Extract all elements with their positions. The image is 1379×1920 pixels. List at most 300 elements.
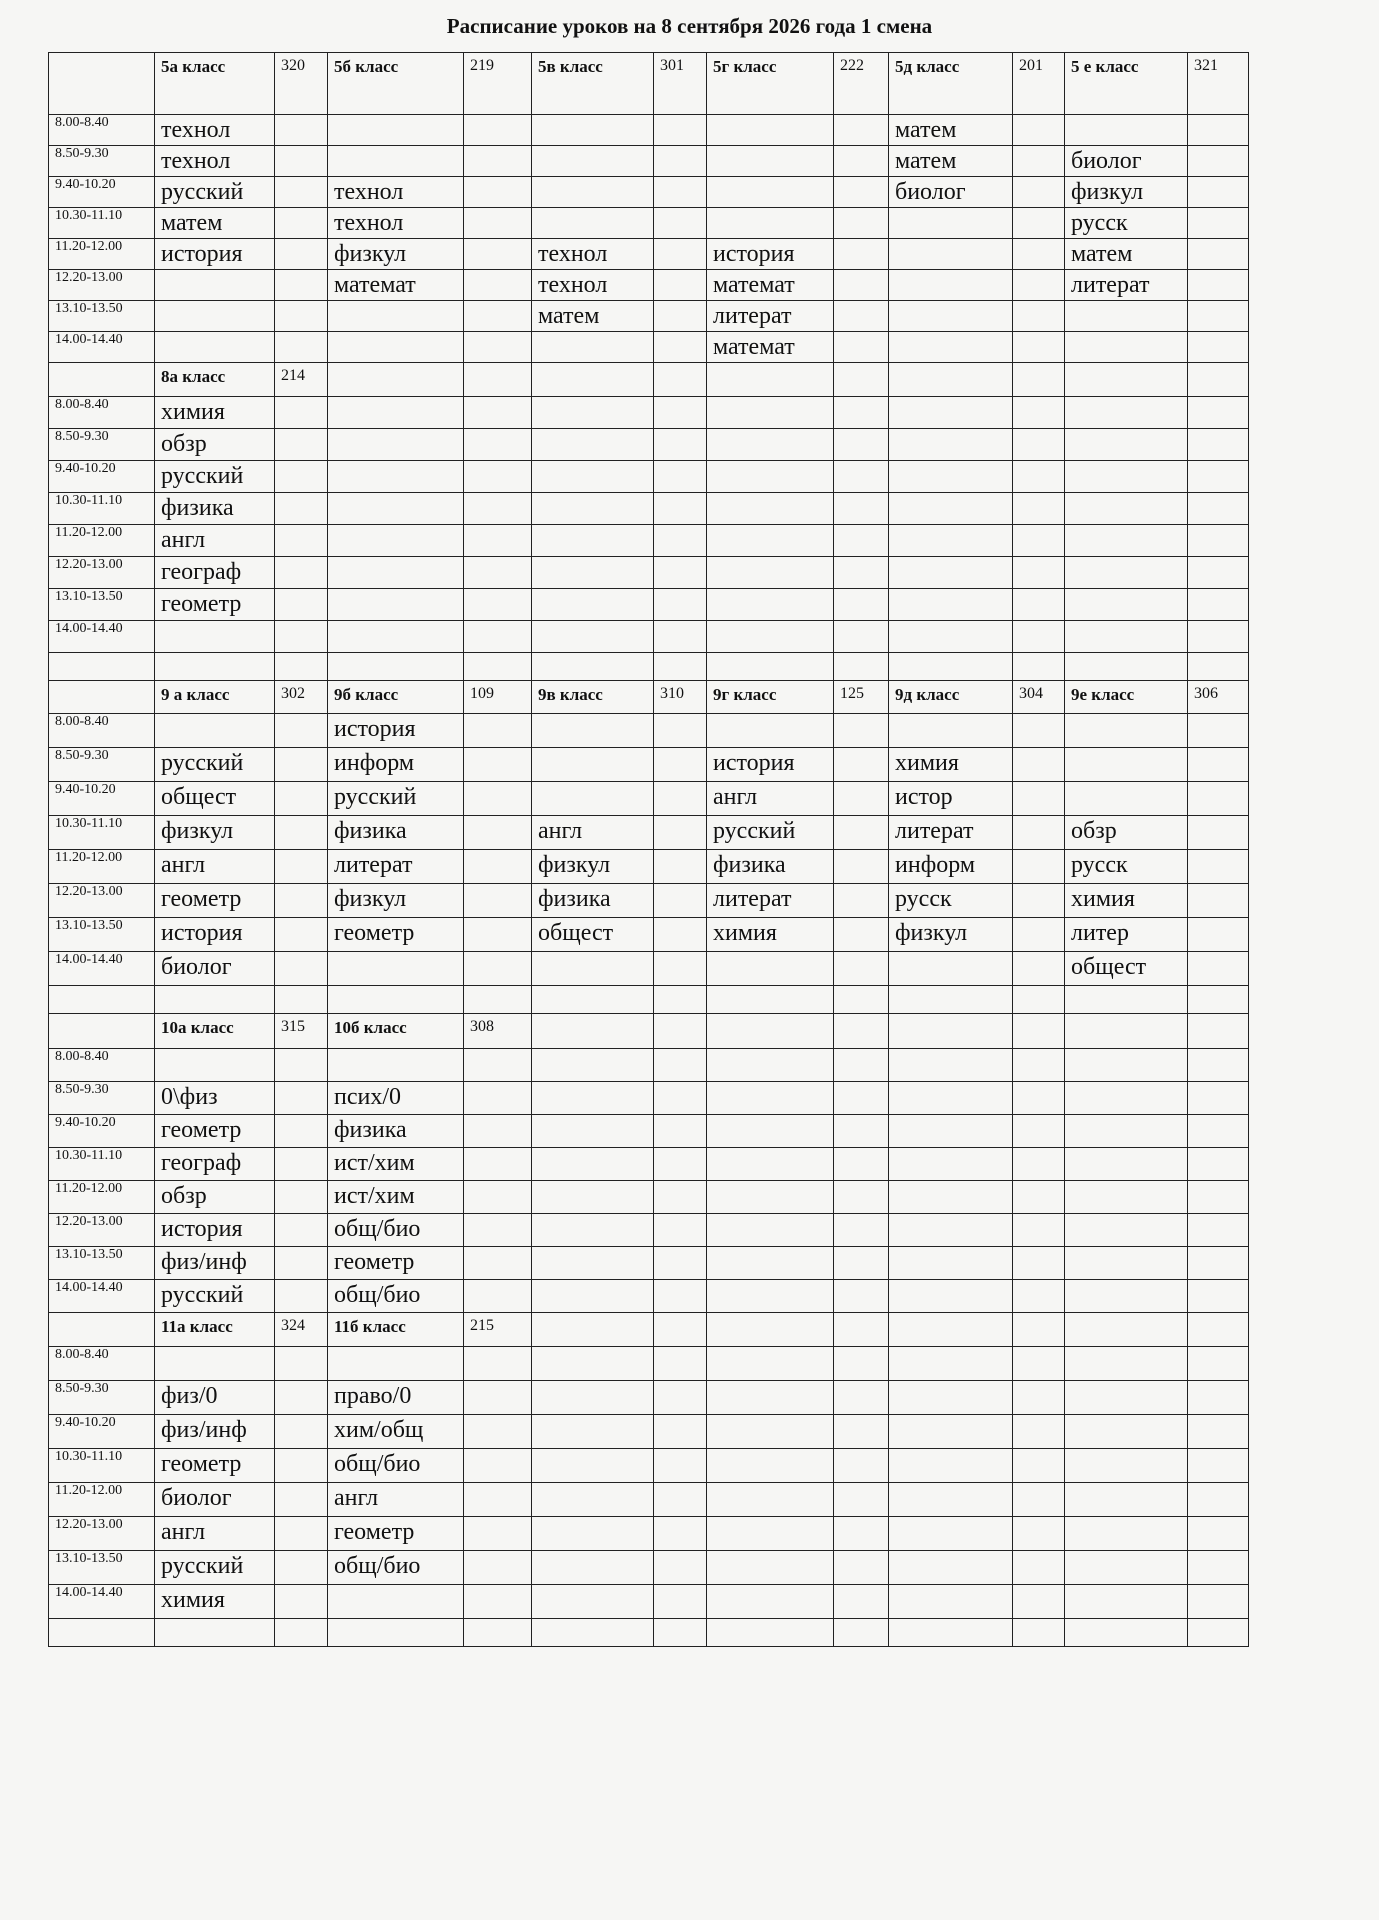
class-name-cell: 5б класс bbox=[328, 53, 464, 115]
subject-cell bbox=[889, 1585, 1013, 1619]
time-cell: 14.00-14.40 bbox=[49, 332, 155, 363]
subject-cell bbox=[889, 1181, 1013, 1214]
subject-cell bbox=[532, 397, 654, 429]
room-cell bbox=[1013, 1115, 1065, 1148]
room-cell bbox=[1188, 816, 1249, 850]
subject-cell bbox=[1065, 1115, 1188, 1148]
time-header-cell bbox=[49, 53, 155, 115]
subject-cell bbox=[889, 589, 1013, 621]
lesson-row bbox=[49, 1517, 1249, 1551]
subject-cell bbox=[532, 1214, 654, 1247]
room-cell bbox=[464, 589, 532, 621]
subject-cell: история bbox=[707, 239, 834, 270]
section-header-row bbox=[49, 681, 1249, 714]
room-cell bbox=[834, 1483, 889, 1517]
time-cell: 14.00-14.40 bbox=[49, 621, 155, 653]
subject-cell bbox=[889, 1280, 1013, 1313]
subject-cell bbox=[155, 301, 275, 332]
room-number-cell: 308 bbox=[464, 1014, 532, 1049]
subject-cell bbox=[889, 525, 1013, 557]
subject-cell bbox=[328, 301, 464, 332]
subject-cell bbox=[1065, 1585, 1188, 1619]
subject-cell bbox=[707, 1148, 834, 1181]
room-cell bbox=[275, 748, 328, 782]
subject-cell: биолог bbox=[155, 1483, 275, 1517]
subject-cell bbox=[155, 1049, 275, 1082]
subject-cell: литерат bbox=[328, 850, 464, 884]
subject-cell bbox=[707, 1347, 834, 1381]
subject-cell bbox=[1065, 782, 1188, 816]
room-cell bbox=[1013, 589, 1065, 621]
subject-cell: ист/хим bbox=[328, 1181, 464, 1214]
subject-cell: физкул bbox=[328, 884, 464, 918]
class-name-cell bbox=[707, 363, 834, 397]
empty-cell bbox=[275, 1619, 328, 1647]
subject-cell: русский bbox=[155, 748, 275, 782]
room-cell bbox=[1013, 239, 1065, 270]
subject-cell bbox=[707, 1280, 834, 1313]
subject-cell bbox=[1065, 461, 1188, 493]
subject-cell bbox=[532, 115, 654, 146]
time-cell: 11.20-12.00 bbox=[49, 525, 155, 557]
subject-cell: общест bbox=[155, 782, 275, 816]
subject-cell bbox=[532, 1247, 654, 1280]
subject-cell bbox=[328, 461, 464, 493]
subject-cell bbox=[1065, 397, 1188, 429]
time-cell: 11.20-12.00 bbox=[49, 850, 155, 884]
time-cell: 14.00-14.40 bbox=[49, 952, 155, 986]
subject-cell: физкул bbox=[1065, 177, 1188, 208]
empty-cell bbox=[532, 1619, 654, 1647]
subject-cell: географ bbox=[155, 1148, 275, 1181]
lesson-row bbox=[49, 1049, 1249, 1082]
room-cell bbox=[654, 239, 707, 270]
subject-cell: литерат bbox=[1065, 270, 1188, 301]
subject-cell bbox=[707, 1585, 834, 1619]
time-cell: 8.50-9.30 bbox=[49, 748, 155, 782]
room-cell bbox=[1188, 270, 1249, 301]
room-cell bbox=[1188, 1181, 1249, 1214]
class-name-cell bbox=[707, 1014, 834, 1049]
section-header-row bbox=[49, 363, 1249, 397]
subject-cell bbox=[1065, 1449, 1188, 1483]
room-cell bbox=[1013, 1214, 1065, 1247]
subject-cell: 0\физ bbox=[155, 1082, 275, 1115]
lesson-row bbox=[49, 714, 1249, 748]
room-cell bbox=[1188, 429, 1249, 461]
subject-cell: химия bbox=[707, 918, 834, 952]
room-cell bbox=[834, 239, 889, 270]
subject-cell bbox=[889, 1483, 1013, 1517]
subject-cell bbox=[532, 1551, 654, 1585]
time-cell: 14.00-14.40 bbox=[49, 1585, 155, 1619]
subject-cell: русский bbox=[707, 816, 834, 850]
subject-cell bbox=[532, 1483, 654, 1517]
class-name-cell: 5д класс bbox=[889, 53, 1013, 115]
subject-cell bbox=[889, 1082, 1013, 1115]
class-name-cell bbox=[532, 1014, 654, 1049]
room-cell bbox=[275, 1247, 328, 1280]
lesson-row bbox=[49, 1148, 1249, 1181]
subject-cell bbox=[889, 239, 1013, 270]
time-cell: 11.20-12.00 bbox=[49, 1181, 155, 1214]
subject-cell: история bbox=[155, 918, 275, 952]
room-number-cell: 222 bbox=[834, 53, 889, 115]
room-cell bbox=[1188, 1517, 1249, 1551]
subject-cell: геометр bbox=[155, 589, 275, 621]
subject-cell bbox=[707, 952, 834, 986]
time-cell: 8.00-8.40 bbox=[49, 1049, 155, 1082]
subject-cell: псих/0 bbox=[328, 1082, 464, 1115]
room-number-cell: 215 bbox=[464, 1313, 532, 1347]
subject-cell bbox=[889, 1517, 1013, 1551]
subject-cell: общ/био bbox=[328, 1214, 464, 1247]
subject-cell: геометр bbox=[155, 1449, 275, 1483]
subject-cell bbox=[889, 429, 1013, 461]
room-cell bbox=[834, 1449, 889, 1483]
lesson-row bbox=[49, 146, 1249, 177]
subject-cell: русский bbox=[155, 177, 275, 208]
room-cell bbox=[1013, 952, 1065, 986]
room-cell bbox=[464, 429, 532, 461]
room-cell bbox=[275, 621, 328, 653]
subject-cell bbox=[707, 621, 834, 653]
subject-cell bbox=[707, 1181, 834, 1214]
room-cell bbox=[654, 461, 707, 493]
subject-cell bbox=[532, 1381, 654, 1415]
room-cell bbox=[1188, 850, 1249, 884]
subject-cell bbox=[532, 748, 654, 782]
room-cell bbox=[464, 918, 532, 952]
room-cell bbox=[275, 952, 328, 986]
empty-cell bbox=[532, 986, 654, 1014]
time-header-cell bbox=[49, 1313, 155, 1347]
empty-cell bbox=[1065, 986, 1188, 1014]
room-cell bbox=[1188, 782, 1249, 816]
subject-cell: история bbox=[328, 714, 464, 748]
room-cell bbox=[834, 918, 889, 952]
room-cell bbox=[1188, 1247, 1249, 1280]
room-number-cell bbox=[1013, 1014, 1065, 1049]
subject-cell bbox=[1065, 1381, 1188, 1415]
room-cell bbox=[834, 270, 889, 301]
subject-cell bbox=[889, 621, 1013, 653]
room-cell bbox=[464, 397, 532, 429]
subject-cell bbox=[532, 1449, 654, 1483]
time-cell: 9.40-10.20 bbox=[49, 782, 155, 816]
room-cell bbox=[834, 1517, 889, 1551]
room-cell bbox=[464, 1049, 532, 1082]
room-number-cell: 201 bbox=[1013, 53, 1065, 115]
time-header-cell bbox=[49, 1014, 155, 1049]
subject-cell bbox=[1065, 525, 1188, 557]
room-cell bbox=[275, 918, 328, 952]
room-cell bbox=[1188, 714, 1249, 748]
room-cell bbox=[1013, 270, 1065, 301]
room-cell bbox=[1013, 816, 1065, 850]
room-cell bbox=[654, 429, 707, 461]
room-cell bbox=[464, 782, 532, 816]
room-cell bbox=[275, 850, 328, 884]
time-cell: 10.30-11.10 bbox=[49, 816, 155, 850]
subject-cell bbox=[707, 397, 834, 429]
section-header-row bbox=[49, 1014, 1249, 1049]
room-cell bbox=[464, 1415, 532, 1449]
subject-cell bbox=[889, 397, 1013, 429]
lesson-row bbox=[49, 429, 1249, 461]
subject-cell: информ bbox=[328, 748, 464, 782]
subject-cell: химия bbox=[155, 397, 275, 429]
subject-cell: физкул bbox=[889, 918, 1013, 952]
subject-cell bbox=[707, 525, 834, 557]
room-cell bbox=[1013, 1415, 1065, 1449]
room-cell bbox=[1013, 332, 1065, 363]
subject-cell: русск bbox=[1065, 208, 1188, 239]
room-cell bbox=[654, 850, 707, 884]
subject-cell bbox=[328, 952, 464, 986]
subject-cell bbox=[328, 493, 464, 525]
room-cell bbox=[654, 397, 707, 429]
lesson-row bbox=[49, 621, 1249, 653]
room-cell bbox=[834, 1585, 889, 1619]
subject-cell bbox=[532, 714, 654, 748]
time-cell: 10.30-11.10 bbox=[49, 208, 155, 239]
room-cell bbox=[654, 621, 707, 653]
subject-cell bbox=[1065, 1082, 1188, 1115]
class-name-cell: 5в класс bbox=[532, 53, 654, 115]
subject-cell bbox=[155, 332, 275, 363]
room-cell bbox=[275, 557, 328, 589]
subject-cell bbox=[1065, 1551, 1188, 1585]
subject-cell: литерат bbox=[707, 884, 834, 918]
room-cell bbox=[654, 589, 707, 621]
room-cell bbox=[654, 1517, 707, 1551]
room-cell bbox=[1188, 1551, 1249, 1585]
subject-cell: матем bbox=[1065, 239, 1188, 270]
room-cell bbox=[275, 1214, 328, 1247]
lesson-row bbox=[49, 918, 1249, 952]
room-cell bbox=[654, 270, 707, 301]
room-cell bbox=[275, 493, 328, 525]
subject-cell: технол bbox=[532, 270, 654, 301]
subject-cell bbox=[155, 270, 275, 301]
empty-cell bbox=[1065, 653, 1188, 681]
time-cell: 14.00-14.40 bbox=[49, 1280, 155, 1313]
room-number-cell: 324 bbox=[275, 1313, 328, 1347]
room-cell bbox=[464, 1551, 532, 1585]
subject-cell: право/0 bbox=[328, 1381, 464, 1415]
time-cell: 12.20-13.00 bbox=[49, 1214, 155, 1247]
subject-cell: информ bbox=[889, 850, 1013, 884]
empty-cell bbox=[328, 986, 464, 1014]
subject-cell: геометр bbox=[155, 1115, 275, 1148]
room-cell bbox=[464, 332, 532, 363]
subject-cell bbox=[1065, 714, 1188, 748]
room-number-cell bbox=[654, 363, 707, 397]
subject-cell: ист/хим bbox=[328, 1148, 464, 1181]
class-name-cell bbox=[889, 363, 1013, 397]
lesson-row bbox=[49, 270, 1249, 301]
subject-cell bbox=[889, 1347, 1013, 1381]
lesson-row bbox=[49, 461, 1249, 493]
lesson-row bbox=[49, 884, 1249, 918]
subject-cell bbox=[707, 1517, 834, 1551]
subject-cell: англ bbox=[155, 850, 275, 884]
room-cell bbox=[834, 115, 889, 146]
room-cell bbox=[654, 301, 707, 332]
room-cell bbox=[1188, 1381, 1249, 1415]
room-cell bbox=[1188, 397, 1249, 429]
room-number-cell: 306 bbox=[1188, 681, 1249, 714]
subject-cell bbox=[889, 714, 1013, 748]
room-cell bbox=[834, 1214, 889, 1247]
room-cell bbox=[654, 525, 707, 557]
subject-cell: физкул bbox=[155, 816, 275, 850]
room-cell bbox=[464, 1181, 532, 1214]
room-cell bbox=[275, 782, 328, 816]
subject-cell bbox=[889, 270, 1013, 301]
room-number-cell bbox=[1188, 1313, 1249, 1347]
subject-cell: англ bbox=[532, 816, 654, 850]
room-cell bbox=[275, 816, 328, 850]
room-cell bbox=[275, 1115, 328, 1148]
subject-cell bbox=[707, 1214, 834, 1247]
room-cell bbox=[1188, 1082, 1249, 1115]
class-name-cell: 8а класс bbox=[155, 363, 275, 397]
subject-cell bbox=[889, 1148, 1013, 1181]
subject-cell: геометр bbox=[328, 918, 464, 952]
subject-cell bbox=[532, 1517, 654, 1551]
subject-cell bbox=[707, 429, 834, 461]
subject-cell: физ/инф bbox=[155, 1247, 275, 1280]
room-cell bbox=[1188, 1449, 1249, 1483]
subject-cell bbox=[532, 1415, 654, 1449]
lesson-row bbox=[49, 239, 1249, 270]
room-cell bbox=[834, 1551, 889, 1585]
room-cell bbox=[1188, 461, 1249, 493]
room-cell bbox=[654, 332, 707, 363]
lesson-row bbox=[49, 748, 1249, 782]
room-cell bbox=[834, 429, 889, 461]
room-cell bbox=[1013, 1449, 1065, 1483]
page-title: Расписание уроков на 8 сентября 2026 года 1 смена bbox=[446, 14, 933, 38]
room-cell bbox=[1188, 301, 1249, 332]
room-cell bbox=[654, 1381, 707, 1415]
room-cell bbox=[1013, 1247, 1065, 1280]
subject-cell bbox=[707, 1115, 834, 1148]
room-number-cell bbox=[834, 1014, 889, 1049]
time-cell: 12.20-13.00 bbox=[49, 1517, 155, 1551]
room-number-cell: 219 bbox=[464, 53, 532, 115]
room-cell bbox=[464, 1483, 532, 1517]
room-cell bbox=[464, 850, 532, 884]
subject-cell bbox=[1065, 589, 1188, 621]
class-name-cell: 5г класс bbox=[707, 53, 834, 115]
subject-cell bbox=[889, 461, 1013, 493]
room-cell bbox=[1013, 301, 1065, 332]
room-cell bbox=[654, 1280, 707, 1313]
room-cell bbox=[834, 748, 889, 782]
room-cell bbox=[834, 1347, 889, 1381]
room-cell bbox=[654, 1082, 707, 1115]
room-cell bbox=[1013, 1517, 1065, 1551]
empty-cell bbox=[707, 986, 834, 1014]
subject-cell: русский bbox=[155, 1280, 275, 1313]
subject-cell bbox=[532, 1181, 654, 1214]
room-cell bbox=[1013, 1181, 1065, 1214]
subject-cell: геометр bbox=[155, 884, 275, 918]
subject-cell bbox=[532, 1585, 654, 1619]
section-header-row bbox=[49, 53, 1249, 115]
subject-cell: русск bbox=[1065, 850, 1188, 884]
subject-cell: история bbox=[155, 239, 275, 270]
room-cell bbox=[1188, 239, 1249, 270]
lesson-row bbox=[49, 557, 1249, 589]
subject-cell bbox=[328, 589, 464, 621]
class-name-cell bbox=[889, 1014, 1013, 1049]
room-cell bbox=[1013, 1082, 1065, 1115]
room-cell bbox=[275, 1585, 328, 1619]
empty-cell bbox=[532, 653, 654, 681]
subject-cell bbox=[1065, 1148, 1188, 1181]
room-cell bbox=[1188, 493, 1249, 525]
room-cell bbox=[464, 1082, 532, 1115]
room-cell bbox=[1013, 1049, 1065, 1082]
subject-cell bbox=[328, 429, 464, 461]
lesson-row bbox=[49, 1483, 1249, 1517]
room-cell bbox=[654, 1483, 707, 1517]
subject-cell: англ bbox=[707, 782, 834, 816]
time-cell: 8.50-9.30 bbox=[49, 1381, 155, 1415]
lesson-row bbox=[49, 208, 1249, 239]
room-cell bbox=[1013, 884, 1065, 918]
room-cell bbox=[275, 397, 328, 429]
subject-cell bbox=[707, 1483, 834, 1517]
room-cell bbox=[654, 918, 707, 952]
subject-cell bbox=[328, 1049, 464, 1082]
room-cell bbox=[834, 1415, 889, 1449]
room-cell bbox=[1188, 1049, 1249, 1082]
subject-cell bbox=[889, 1115, 1013, 1148]
subject-cell bbox=[328, 1347, 464, 1381]
subject-cell bbox=[328, 146, 464, 177]
subject-cell bbox=[328, 557, 464, 589]
room-cell bbox=[1188, 1483, 1249, 1517]
room-cell bbox=[834, 332, 889, 363]
room-cell bbox=[1013, 557, 1065, 589]
subject-cell bbox=[889, 557, 1013, 589]
room-number-cell: 321 bbox=[1188, 53, 1249, 115]
room-cell bbox=[1188, 1214, 1249, 1247]
room-cell bbox=[654, 115, 707, 146]
subject-cell: геометр bbox=[328, 1247, 464, 1280]
subject-cell: биолог bbox=[1065, 146, 1188, 177]
room-cell bbox=[654, 208, 707, 239]
room-number-cell bbox=[834, 363, 889, 397]
lesson-row bbox=[49, 1214, 1249, 1247]
subject-cell bbox=[155, 714, 275, 748]
subject-cell bbox=[707, 1551, 834, 1585]
room-cell bbox=[1013, 918, 1065, 952]
subject-cell bbox=[889, 1247, 1013, 1280]
empty-cell bbox=[155, 986, 275, 1014]
subject-cell bbox=[1065, 1049, 1188, 1082]
lesson-row bbox=[49, 397, 1249, 429]
room-number-cell: 320 bbox=[275, 53, 328, 115]
empty-cell bbox=[707, 1619, 834, 1647]
room-cell bbox=[464, 177, 532, 208]
subject-cell bbox=[1065, 332, 1188, 363]
